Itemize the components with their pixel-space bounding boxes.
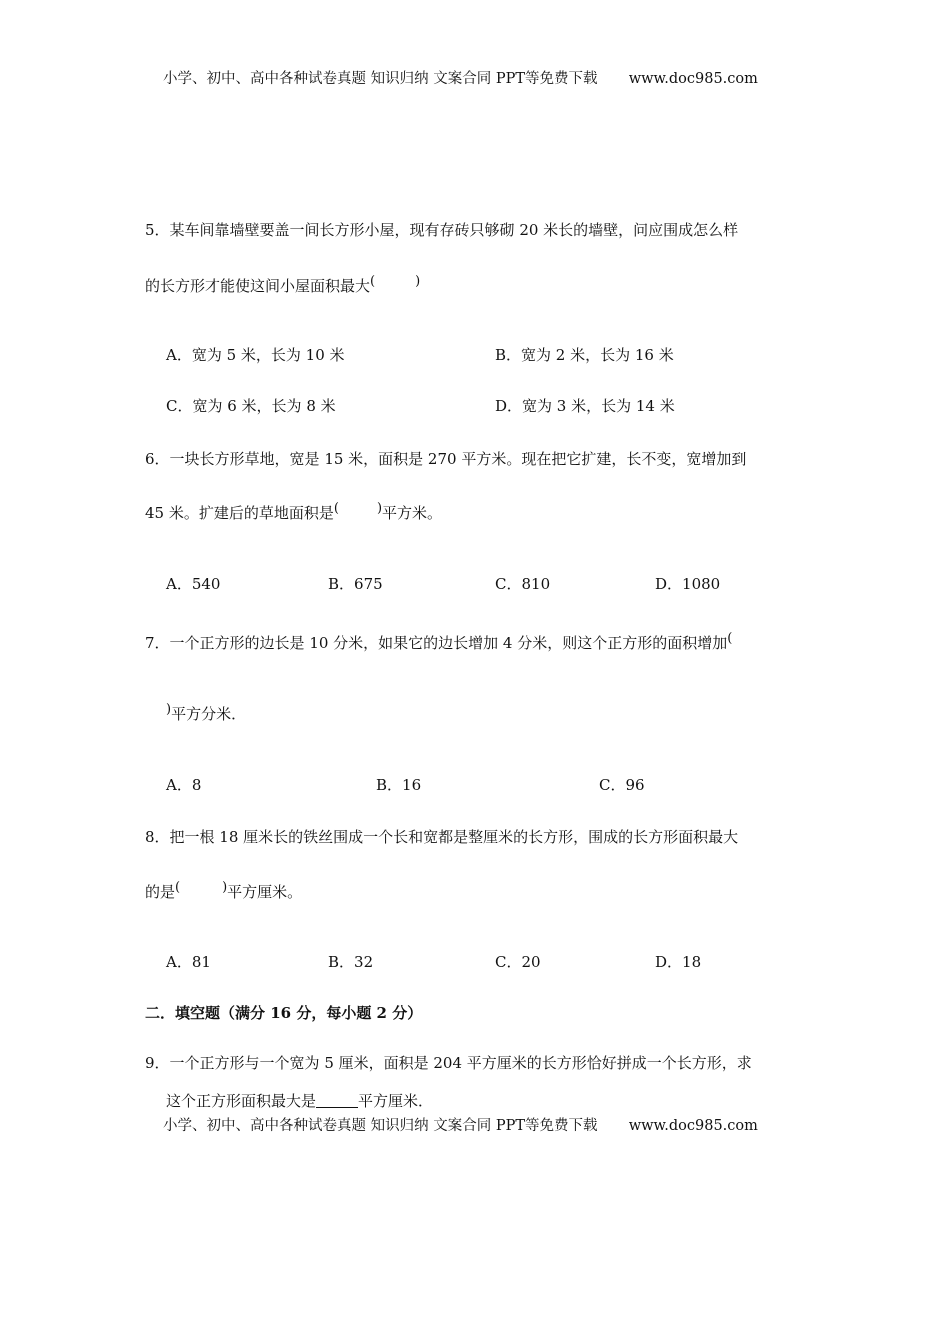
q8-option-b: B．32 [328, 953, 374, 971]
q5-line2 [145, 275, 420, 296]
q7-option-c: C．96 [599, 776, 645, 794]
footer-text: 小学、初中、高中各种试卷真题 知识归纳 文案合同 PPT等免费下载 [163, 1118, 598, 1134]
q6-option-a: A．540 [166, 575, 221, 593]
page-footer [163, 1116, 758, 1136]
q6-option-c: C．810 [495, 575, 551, 593]
q8-line1: 8．把一根 18 厘米长的铁丝围成一个长和宽都是整厘米的长方形，围成的长方形面积最大 [145, 828, 739, 846]
q5-option-b: B．宽为 2 米，长为 16 米 [495, 346, 674, 364]
q8-line2 [145, 881, 302, 902]
q6-paren-close: ) [376, 501, 383, 516]
q7-line2 [166, 703, 246, 724]
q9-line1: 9．一个正方形与一个宽为 5 厘米，面积是 204 平方厘米的长方形恰好拼成一个长方形，求 [145, 1054, 752, 1072]
section-title: 二．填空题（满分 16 分，每小题 2 分） [145, 1004, 423, 1022]
q5-paren-open: ( [370, 274, 376, 289]
header-url: www.doc985.com [628, 71, 758, 87]
header-text: 小学、初中、高中各种试卷真题 知识归纳 文案合同 PPT等免费下载 [163, 71, 598, 87]
q8-option-c: C．20 [495, 953, 541, 971]
q9-answer-blank[interactable] [316, 1092, 358, 1108]
q7-text-post: 平方分米． [171, 705, 247, 723]
q5-paren-close: ) [415, 274, 421, 289]
q6-line2 [145, 502, 442, 523]
q5-option-d: D．宽为 3 米，长为 14 米 [495, 397, 675, 415]
q7-line1 [145, 632, 732, 653]
q8-text-pre: 的是 [145, 883, 176, 901]
q7-option-a: A．8 [166, 776, 202, 794]
page-header [163, 69, 758, 89]
q5-option-a: A．宽为 5 米，长为 10 米 [166, 346, 345, 364]
q6-option-b: B．675 [328, 575, 383, 593]
q6-text-post: 平方米。 [382, 504, 443, 522]
q7-option-b: B．16 [376, 776, 422, 794]
q9-line2 [166, 1091, 433, 1111]
footer-url: www.doc985.com [628, 1118, 758, 1134]
q8-paren-open: ( [175, 880, 181, 895]
q9-text-post: 平方厘米． [358, 1092, 434, 1110]
q7-text: 7．一个正方形的边长是 10 分米，如果它的边长增加 4 分米，则这个正方形的面积增加 [145, 634, 728, 652]
q7-paren-open: ( [727, 631, 733, 646]
q5-text: 的长方形才能使这间小屋面积最大 [145, 277, 371, 295]
q7-paren-close: ) [166, 702, 172, 717]
q5-line1: 5．某车间靠墙壁要盖一间长方形小屋，现有存砖只够砌 20 米长的墙壁，问应围成怎么样 [145, 221, 739, 239]
q6-paren-open: ( [333, 501, 339, 516]
q8-option-a: A．81 [166, 953, 211, 971]
q9-text-pre: 这个正方形面积最大是 [166, 1092, 317, 1110]
q5-option-c: C．宽为 6 米，长为 8 米 [166, 397, 336, 415]
q8-option-d: D．18 [655, 953, 702, 971]
q6-text-pre: 45 米。扩建后的草地面积是 [145, 504, 334, 522]
q8-paren-close: ) [222, 880, 228, 895]
q6-option-d: D．1080 [655, 575, 721, 593]
q8-text-post: 平方厘米。 [227, 883, 303, 901]
q6-line1: 6．一块长方形草地，宽是 15 米，面积是 270 平方米。现在把它扩建，长不变，宽增加到 [145, 450, 747, 468]
